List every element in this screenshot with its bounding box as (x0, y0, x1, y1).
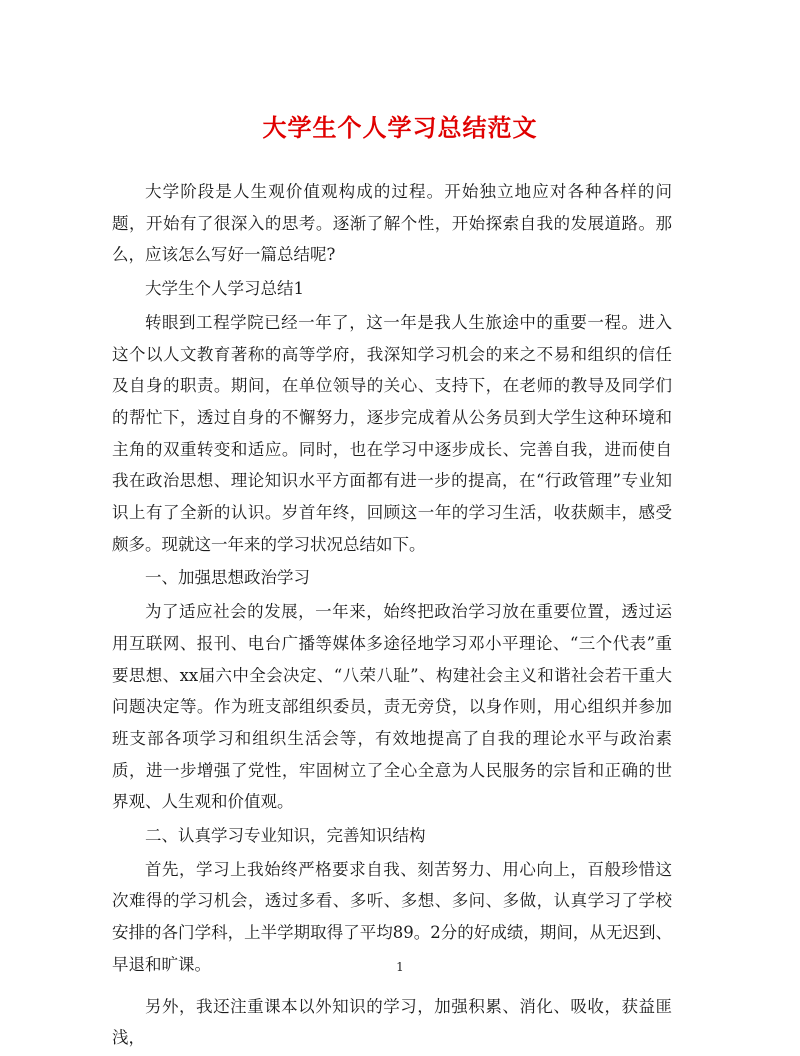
section-heading-professional-study: 二、认真学习专业知识，完善知识结构 (145, 826, 426, 846)
body-paragraph-professional-study: 首先，学习上我始终严格要求自我、刻苦努力、用心向上，百般珍惜这次难得的学习机会，透过多看、多听、多想、多问、多做，认真学习了学校安排的各门学科，上半学期取得了平均89。2分的好成绩，期间，从无迟到、早退和旷课。 (112, 859, 672, 974)
document-body (112, 176, 672, 1056)
page-number: 1 (396, 960, 404, 974)
body-paragraph-overview: 转眼到工程学院已经一年了，这一年是我人生旅途中的重要一程。进入这个以人文教育著称的高等学府，我深知学习机会的来之不易和组织的信任及自身的职责。期间，在单位领导的关心、支持下，在老师的教导及同学们的帮忙下，透过自身的不懈努力，逐步完成着从公务员到大学生这种环境和主角的双重转变和适应。同时，也在学习中逐步成长、完善自我，进而使自我在政治思想、理论知识水平方面都有进一步的提高，在“行政管理”专业知识上有了全新的认识。岁首年终，回顾这一年的学习生活，收获颇丰，感受颇多。现就这一年来的学习状况总结如下。 (112, 312, 672, 554)
section-heading-political-study: 一、加强思想政治学习 (145, 568, 310, 588)
body-paragraph-extra-study: 另外，我还注重课本以外知识的学习，加强积累、消化、吸收，获益匪浅， (112, 996, 672, 1048)
section-title-summary-1: 大学生个人学习总结1 (145, 279, 304, 299)
document-title: 大学生个人学习总结范文 (262, 113, 538, 142)
body-paragraph-political-study: 为了适应社会的发展，一年来，始终把政治学习放在重要位置，透过运用互联网、报刊、电台广播等媒体多途径地学习邓小平理论、“三个代表”重要思想、xx届六中全会决定、“八荣八耻”、构建社会主义和谐社会若干重大问题决定等。作为班支部组织委员，责无旁贷，以身作则，用心组织并参加班支部各项学习和组织生活会等，有效地提高了自我的理论水平与政治素质，进一步增强了党性，牢固树立了全心全意为人民服务的宗旨和正确的世界观、人生观和价值观。 (112, 602, 672, 812)
intro-paragraph: 大学阶段是人生观价值观构成的过程。开始独立地应对各种各样的问题，开始有了很深入的思考。逐渐了解个性，开始探索自我的发展道路。那么，应该怎么写好一篇总结呢? (112, 182, 672, 265)
